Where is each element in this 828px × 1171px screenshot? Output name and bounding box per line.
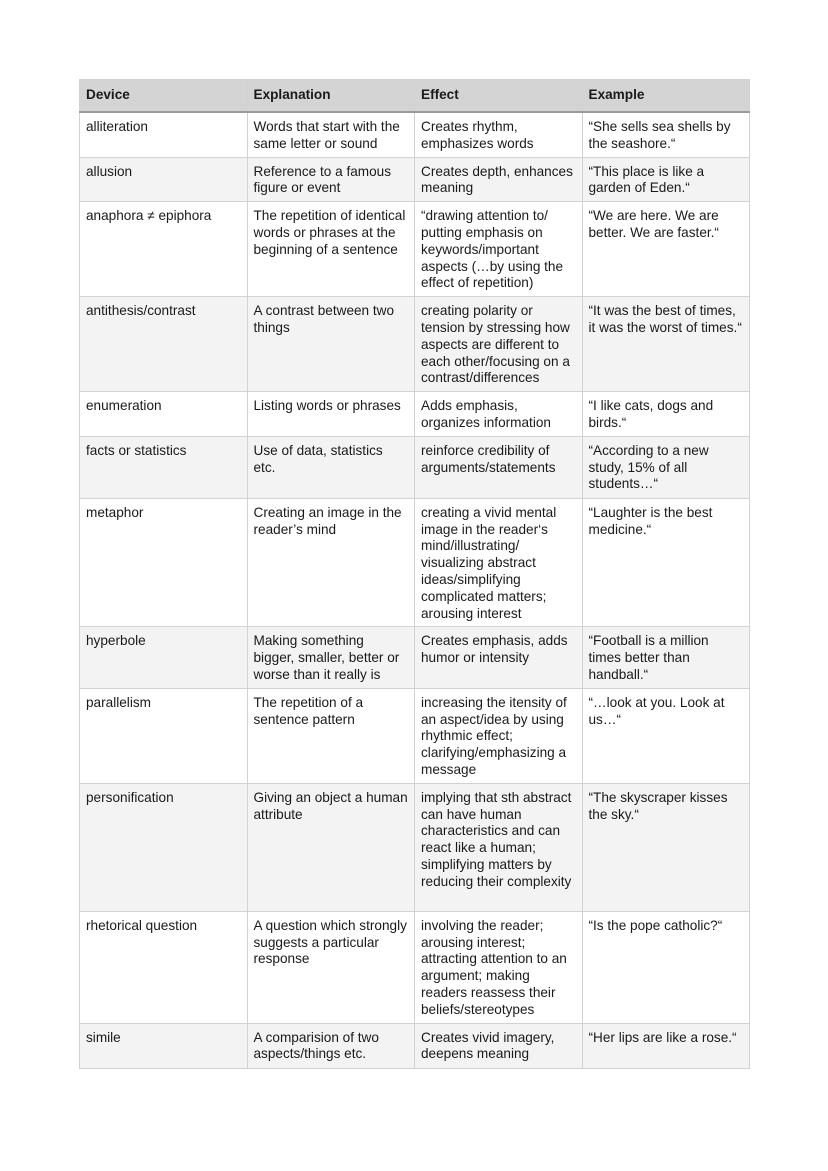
- cell-explanation: The repetition of a sentence pattern: [247, 688, 415, 783]
- cell-example: “It was the best of times, it was the worst of times.“: [582, 297, 750, 392]
- cell-explanation: Reference to a famous figure or event: [247, 157, 415, 202]
- cell-explanation: Creating an image in the reader’s mind: [247, 498, 415, 627]
- cell-device: metaphor: [80, 498, 248, 627]
- cell-example: “…look at you. Look at us…“: [582, 688, 750, 783]
- cell-explanation: Use of data, statistics etc.: [247, 436, 415, 498]
- cell-explanation: Giving an object a human attribute: [247, 783, 415, 911]
- cell-explanation: A question which strongly suggests a particular response: [247, 911, 415, 1023]
- header-device: Device: [80, 80, 248, 113]
- cell-example: “We are here. We are better. We are faster.“: [582, 202, 750, 297]
- cell-example: “According to a new study, 15% of all students…“: [582, 436, 750, 498]
- cell-effect: Creates vivid imagery, deepens meaning: [415, 1023, 583, 1068]
- cell-effect: Creates emphasis, adds humor or intensity: [415, 627, 583, 688]
- cell-effect: implying that sth abstract can have human characteristics and can react like a human; simplifying matters by reducing their complexity: [415, 783, 583, 911]
- cell-effect: Creates rhythm, emphasizes words: [415, 112, 583, 157]
- cell-explanation: A contrast between two things: [247, 297, 415, 392]
- cell-example: “Is the pope catholic?“: [582, 911, 750, 1023]
- cell-effect: reinforce credibility of arguments/statements: [415, 436, 583, 498]
- cell-explanation: A comparision of two aspects/things etc.: [247, 1023, 415, 1068]
- cell-effect: Adds emphasis, organizes information: [415, 392, 583, 437]
- cell-explanation: Listing words or phrases: [247, 392, 415, 437]
- cell-example: “Her lips are like a rose.“: [582, 1023, 750, 1068]
- cell-device: enumeration: [80, 392, 248, 437]
- cell-device: alliteration: [80, 112, 248, 157]
- cell-explanation: Making something bigger, smaller, better or worse than it really is: [247, 627, 415, 688]
- cell-example: “Laughter is the best medicine.“: [582, 498, 750, 627]
- rhetorical-devices-table: [79, 79, 750, 1069]
- cell-device: facts or statistics: [80, 436, 248, 498]
- table-row: [80, 1023, 750, 1068]
- cell-device: allusion: [80, 157, 248, 202]
- header-row: [80, 80, 750, 113]
- cell-device: antithesis/contrast: [80, 297, 248, 392]
- cell-device: personification: [80, 783, 248, 911]
- table-row: [80, 436, 750, 498]
- table-row: [80, 498, 750, 627]
- cell-explanation: The repetition of identical words or phrases at the beginning of a sentence: [247, 202, 415, 297]
- cell-example: “The skyscraper kisses the sky.“: [582, 783, 750, 911]
- table-row: [80, 392, 750, 437]
- cell-effect: creating polarity or tension by stressing how aspects are different to each other/focusing on a contrast/differences: [415, 297, 583, 392]
- cell-example: “She sells sea shells by the seashore.“: [582, 112, 750, 157]
- cell-effect: Creates depth, enhances meaning: [415, 157, 583, 202]
- cell-device: simile: [80, 1023, 248, 1068]
- cell-device: anaphora ≠ epiphora: [80, 202, 248, 297]
- header-effect: Effect: [415, 80, 583, 113]
- cell-effect: “drawing attention to/ putting emphasis on keywords/important aspects (…by using the effect of repetition): [415, 202, 583, 297]
- header-explanation: Explanation: [247, 80, 415, 113]
- table-row: [80, 911, 750, 1023]
- table-row: [80, 783, 750, 911]
- cell-device: parallelism: [80, 688, 248, 783]
- cell-example: “Football is a million times better than handball.“: [582, 627, 750, 688]
- table-row: [80, 688, 750, 783]
- table-row: [80, 157, 750, 202]
- table-row: [80, 202, 750, 297]
- cell-example: “This place is like a garden of Eden.“: [582, 157, 750, 202]
- cell-example: “I like cats, dogs and birds.“: [582, 392, 750, 437]
- cell-effect: creating a vivid mental image in the reader‘s mind/illustrating/ visualizing abstract ideas/simplifying complicated matters; arousing interest: [415, 498, 583, 627]
- cell-explanation: Words that start with the same letter or sound: [247, 112, 415, 157]
- table-row: [80, 627, 750, 688]
- cell-device: rhetorical question: [80, 911, 248, 1023]
- cell-device: hyperbole: [80, 627, 248, 688]
- cell-effect: involving the reader; arousing interest; attracting attention to an argument; making readers reassess their beliefs/stereotypes: [415, 911, 583, 1023]
- cell-effect: increasing the itensity of an aspect/idea by using rhythmic effect; clarifying/emphasizing a message: [415, 688, 583, 783]
- table-row: [80, 112, 750, 157]
- header-example: Example: [582, 80, 750, 113]
- table-row: [80, 297, 750, 392]
